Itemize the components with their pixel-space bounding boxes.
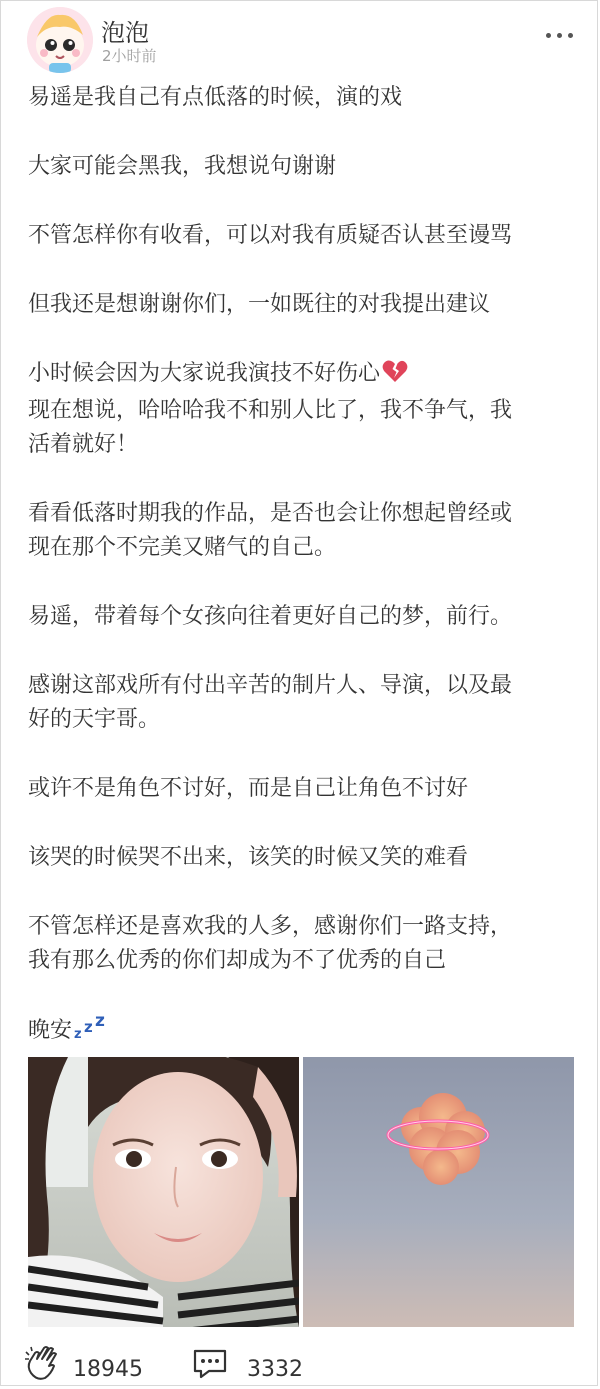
paragraph: 晚安 [28,1018,73,1043]
paragraph-group [28,1013,574,1050]
like-button[interactable] [23,1343,163,1383]
post-images [28,1057,574,1327]
paragraph: 现在想说，哈哈哈我不和别人比了，我不争气，我 活着就好！ [28,398,513,457]
selfie-photo[interactable] [28,1057,299,1327]
paragraph: 不管怎样还是喜欢我的人多，感谢你们一路支持， 我有那么优秀的你们却成为不了优秀的自己 [28,914,513,973]
paragraph: 或许不是角色不讨好，而是自己让角色不讨好 [28,776,469,801]
svg-text:z: z [95,1013,105,1031]
zzz-icon [74,1013,108,1050]
paragraph: 小时候会因为大家说我演技不好伤心 [28,361,381,386]
comment-button[interactable] [191,1343,331,1383]
avatar[interactable] [27,7,93,73]
post-time: 2小时前 [102,47,157,65]
svg-text:z: z [84,1018,93,1036]
paragraph: 易遥，带着每个女孩向往着更好自己的梦，前行。 [28,604,513,629]
post-text [28,81,574,1085]
paragraph-group [28,357,574,462]
post-header [1,1,597,81]
clap-icon [23,1343,63,1383]
paragraph: 大家可能会黑我，我想说句谢谢 [28,154,337,179]
comment-icon [191,1343,231,1383]
like-count: 18945 [73,1357,143,1382]
post-actions [1,1341,597,1389]
username[interactable]: 泡泡 [101,19,149,47]
paragraph: 不管怎样你有收看，可以对我有质疑否认甚至谩骂 [28,223,513,248]
more-options-icon[interactable] [545,25,575,45]
paragraph: 但我还是想谢谢你们，一如既往的对我提出建议 [28,292,491,317]
paragraph: 看看低落时期我的作品，是否也会让你想起曾经或 现在那个不完美又赌气的自己。 [28,501,513,560]
paragraph: 该哭的时候哭不出来，该笑的时候又笑的难看 [28,845,469,870]
svg-text:z: z [74,1027,82,1039]
paragraph: 易遥是我自己有点低落的时候，演的戏 [28,85,403,110]
cloud-halo-photo[interactable] [303,1057,574,1327]
comment-count: 3332 [247,1357,303,1382]
paragraph: 感谢这部戏所有付出辛苦的制片人、导演，以及最 好的天宇哥。 [28,673,513,732]
broken-heart-icon [382,359,408,394]
